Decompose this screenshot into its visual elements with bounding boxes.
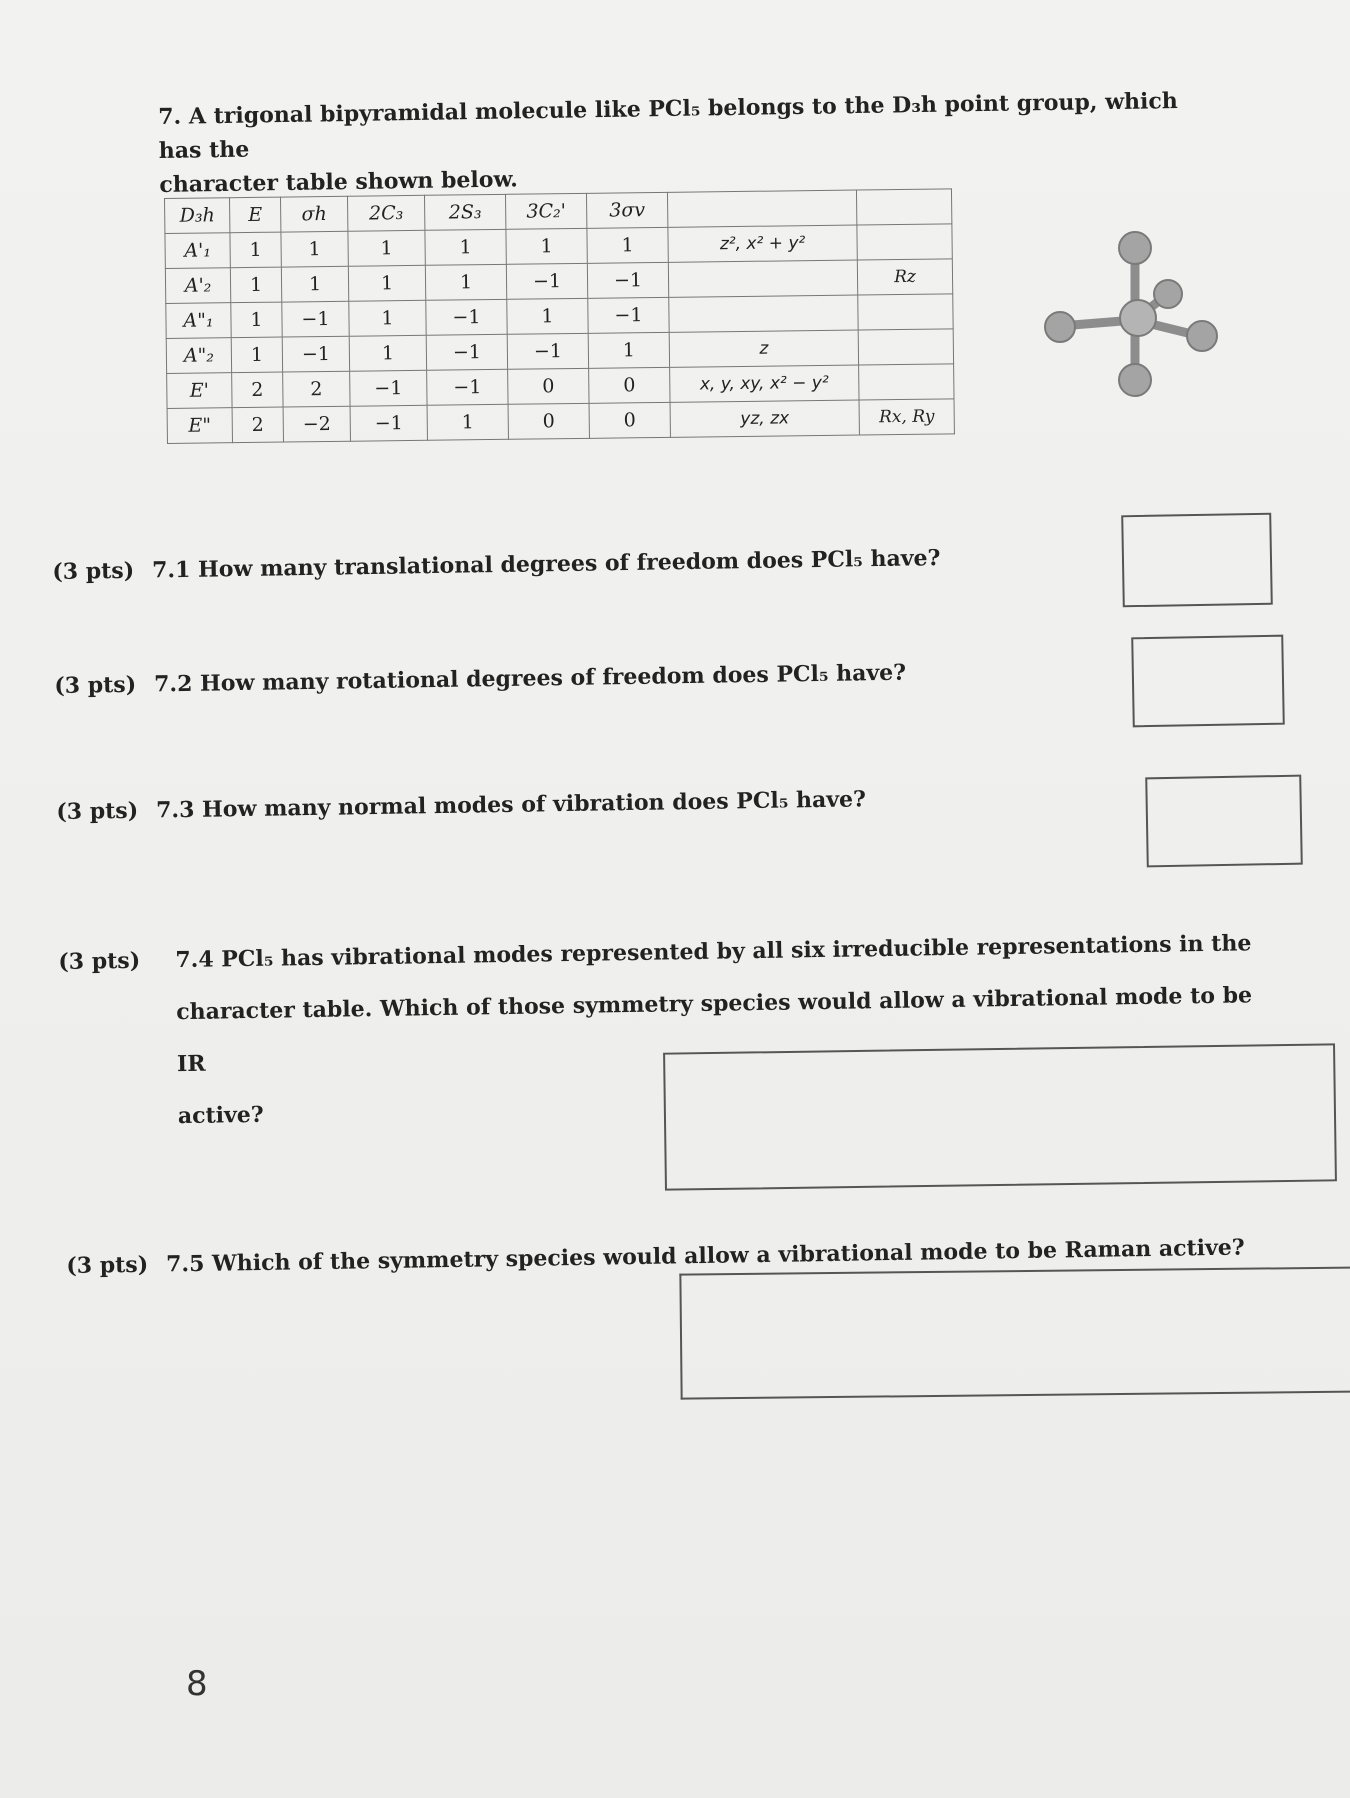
character-cell: 2	[232, 407, 283, 443]
header-cell: 3C₂'	[505, 193, 586, 229]
basis-function-cell: z	[669, 330, 858, 367]
character-cell: 1	[588, 332, 669, 368]
character-cell: 0	[589, 402, 670, 438]
character-cell: 2	[232, 372, 283, 408]
pcl5-molecule-image	[1040, 228, 1230, 408]
header-cell: 2C₃	[347, 195, 424, 231]
question-7-3	[56, 773, 866, 838]
basis-function-cell: yz, zx	[670, 400, 859, 437]
points-label: (3 pts)	[52, 557, 135, 585]
question-text-line-1: 7.4 PCl₅ has vibrational modes represented by all six irreducible representations in the	[175, 930, 1252, 974]
points-label: (3 pts)	[56, 797, 139, 825]
intro-line-2: character table shown below.	[159, 166, 519, 198]
character-cell: −1	[426, 299, 507, 335]
character-cell: 1	[348, 230, 425, 266]
question-text: 7.1 How many translational degrees of freedom does PCl₅ have?	[151, 545, 941, 584]
character-cell: 1	[587, 227, 668, 263]
rotation-cell	[858, 294, 953, 330]
question-7-1	[52, 532, 941, 598]
character-cell: 2	[283, 371, 350, 407]
header-cell: σh	[280, 196, 347, 232]
irrep-label: A'₁	[165, 233, 230, 269]
character-cell: 1	[281, 231, 348, 267]
character-cell: −1	[507, 333, 588, 369]
answer-box-7-1[interactable]	[1121, 513, 1273, 608]
character-cell: −2	[283, 406, 350, 442]
irrep-label: A'₂	[165, 268, 230, 304]
character-cell: −1	[506, 263, 587, 299]
header-cell: D₃h	[165, 198, 230, 234]
page-number: 8	[186, 1664, 208, 1704]
character-cell: 1	[231, 337, 282, 373]
character-cell: 1	[349, 335, 426, 371]
question-text-line-3: active?	[177, 1101, 264, 1130]
basis-function-cell: x, y, xy, x² − y²	[670, 365, 859, 402]
header-cell: 3σv	[586, 192, 667, 228]
basis-function-cell: z², x² + y²	[668, 225, 857, 262]
irrep-label: E"	[167, 408, 232, 444]
rotation-cell	[858, 329, 953, 365]
character-cell: −1	[350, 405, 427, 441]
question-text: 7.3 How many normal modes of vibration does PCl₅ have?	[155, 786, 867, 824]
character-cell: 1	[425, 229, 506, 265]
character-cell: −1	[282, 301, 349, 337]
basis-function-cell	[669, 295, 858, 332]
character-cell: −1	[588, 297, 669, 333]
points-label: (3 pts)	[54, 671, 137, 699]
rotation-cell	[857, 224, 952, 260]
character-cell: 1	[507, 298, 588, 334]
points-label: (3 pts)	[66, 1251, 149, 1279]
character-cell: −1	[427, 369, 508, 405]
answer-box-7-4[interactable]	[663, 1043, 1337, 1190]
character-cell: −1	[350, 370, 427, 406]
basis-function-cell	[668, 260, 857, 297]
character-cell: 1	[427, 404, 508, 440]
character-cell: 1	[348, 265, 425, 301]
answer-box-7-3[interactable]	[1145, 775, 1303, 868]
problem-intro	[158, 84, 1179, 202]
character-cell: −1	[282, 336, 349, 372]
irrep-label: A"₂	[166, 338, 231, 374]
question-text: 7.2 How many rotational degrees of freedom does PCl₅ have?	[153, 659, 907, 698]
character-cell: 0	[508, 368, 589, 404]
character-cell: 1	[349, 300, 426, 336]
character-cell: 1	[506, 228, 587, 264]
header-cell	[667, 190, 856, 227]
question-text-line-2: character table. Which of those symmetry species would allow a vibrational mode to be IR	[176, 982, 1253, 1078]
character-cell: 1	[231, 302, 282, 338]
character-cell: 1	[281, 266, 348, 302]
character-cell: 1	[230, 232, 281, 268]
header-cell: E	[230, 197, 281, 233]
character-cell: −1	[426, 334, 507, 370]
header-cell	[856, 189, 951, 225]
header-cell: 2S₃	[424, 194, 505, 230]
character-cell: 0	[589, 367, 670, 403]
character-cell: 1	[230, 267, 281, 303]
character-cell: 1	[425, 264, 506, 300]
intro-line-1: 7. A trigonal bipyramidal molecule like PCl₅ belongs to the D₃h point group, which has the	[158, 87, 1178, 164]
rotation-cell	[859, 364, 954, 400]
question-7-2	[54, 647, 906, 712]
character-table	[164, 188, 955, 444]
answer-box-7-5[interactable]	[679, 1266, 1350, 1399]
rotation-cell: Rx, Ry	[859, 399, 954, 435]
rotation-cell: Rz	[857, 259, 952, 295]
points-label: (3 pts)	[58, 947, 141, 975]
answer-box-7-2[interactable]	[1131, 635, 1285, 728]
character-cell: −1	[587, 262, 668, 298]
character-cell: 0	[508, 403, 589, 439]
irrep-label: E'	[167, 373, 232, 409]
irrep-label: A"₁	[166, 303, 231, 339]
question-text: 7.5 Which of the symmetry species would allow a vibrational mode to be Raman active?	[165, 1234, 1245, 1278]
